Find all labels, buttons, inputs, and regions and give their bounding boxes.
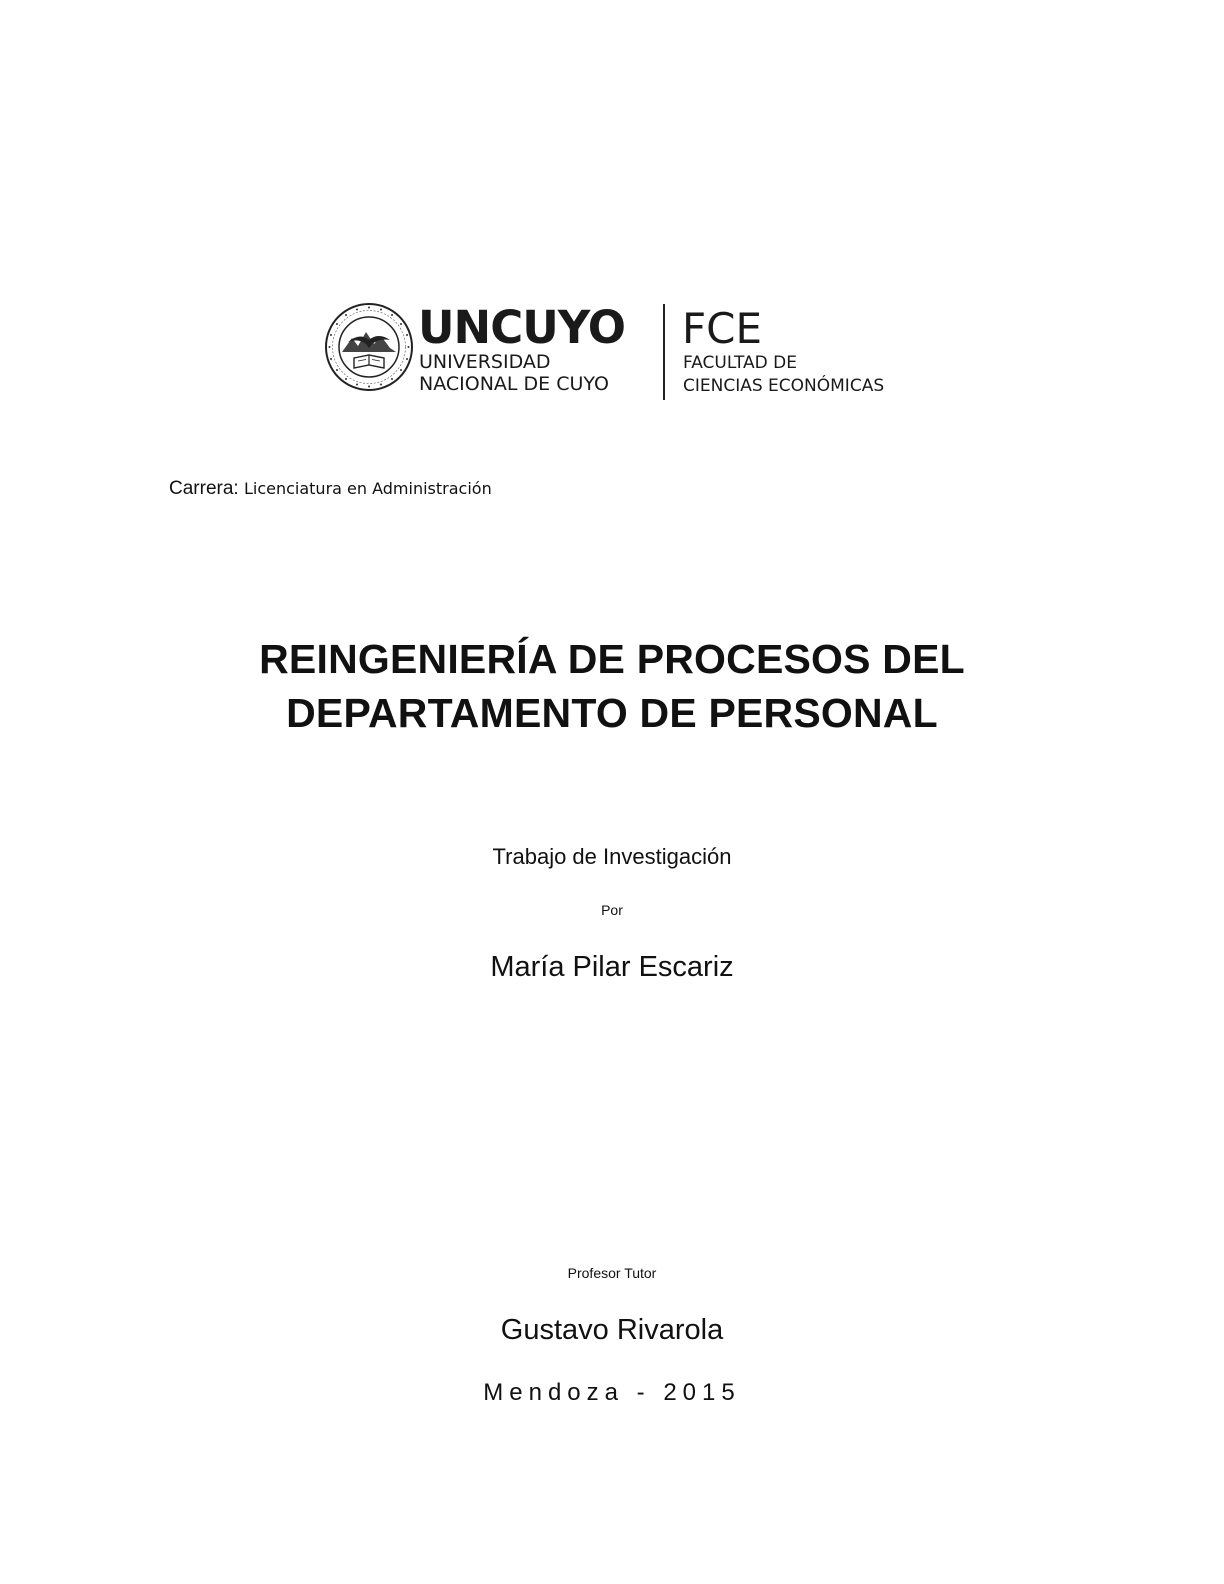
by-label: Por (601, 902, 623, 918)
career-label: Carrera: (169, 478, 239, 499)
uncuyo-subtitle-line1: UNIVERSIDAD (419, 351, 551, 373)
title-line-1: REINGENIERÍA DE PROCESOS DEL (259, 636, 965, 682)
uncuyo-wordmark: UNCUYO (418, 301, 626, 354)
title-line-2: DEPARTAMENTO DE PERSONAL (286, 690, 938, 736)
fce-subtitle-line2: CIENCIAS ECONÓMICAS (683, 376, 885, 396)
tutor-name: Gustavo Rivarola (500, 1314, 724, 1346)
tutor-label: Profesor Tutor (567, 1265, 657, 1281)
place-and-year: Mendoza - 2015 (483, 1379, 741, 1406)
uncuyo-subtitle-line2: NACIONAL DE CUYO (419, 373, 609, 395)
logo-divider (663, 304, 665, 400)
author-name: María Pilar Escariz (490, 951, 734, 983)
university-logo (324, 300, 944, 404)
fce-subtitle-line1: FACULTAD DE (683, 353, 798, 373)
career-line (169, 477, 492, 501)
document-title (0, 632, 1224, 740)
fce-wordmark: FCE (682, 304, 763, 353)
document-type: Trabajo de Investigación (492, 844, 732, 869)
career-value: Licenciatura en Administración (243, 479, 492, 498)
university-seal-icon (324, 302, 414, 392)
